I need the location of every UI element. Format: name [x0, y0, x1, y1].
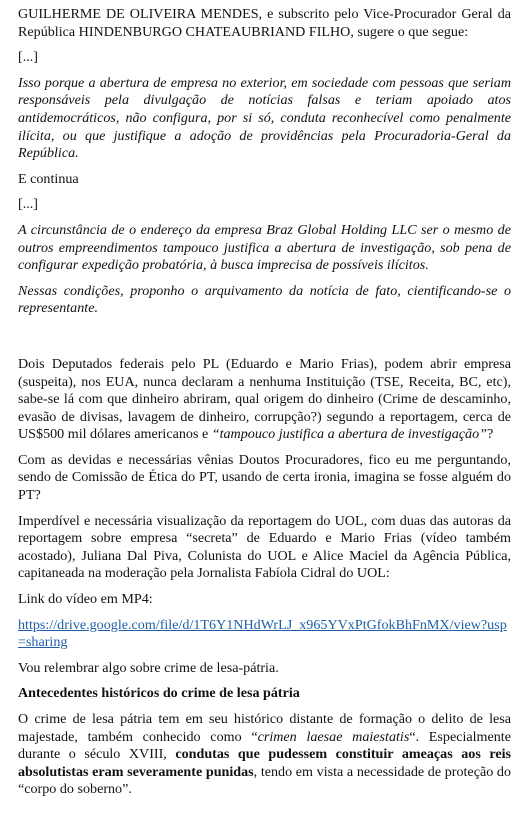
quote-paragraph-2: A circunstância de o endereço da empresa Braz Global Holding LLC ser o mesmo de outros empreendimentos tampouco justifica a abertura de investigação, sob pena de configurar expedição probatória, à busca imprecisa de possíveis ilícitos. [18, 221, 511, 274]
video-link[interactable]: https://drive.google.com/file/d/1T6Y1NHdWrLJ_x965YVxPtGfokBhFnMX/view?usp=sharing [18, 616, 507, 651]
deputados-quote: “tampouco justifica a abertura de investigação” [211, 426, 487, 443]
video-description: Imperdível e necessária visualização da reportagem do UOL, com duas das autoras da reportagem sobre empresa “secreta” de Eduardo e Mario Frias (vídeo também acostado), Juliana Dal Piva, Colunista do UOL e Alice Maciel da Agência Pública, capitaneada na moderação pela Jornalista Fabíola Cidral do UOL: [18, 512, 511, 582]
link-label: Link do vídeo em MP4: [18, 591, 153, 608]
ellipsis-marker: [...] [18, 49, 38, 66]
section-heading: Antecedentes históricos do crime de lesa pátria [18, 685, 300, 702]
continua-text: E continua [18, 170, 79, 187]
lesa-bold-text: condutas que pudessem constituir ameaças aos reis absolutistas eram severamente punidas [18, 746, 511, 780]
deputados-text: Dois Deputados federais pelo PL (Eduardo e Mario Frias), podem abrir empresa (suspeita), nos EUA, nunca declaram a nenhuma Instituição (TSE, Receita, BC, etc), sabe-se lá com que dinheiro abriram, qual origem do dinheiro (Crime de descaminho, evasão de divisas, lavagem de dinheiro, corrupção?) segundo a reportagem, cerca de US$500 mil dólares americanos e [18, 355, 511, 443]
deputados-paragraph [18, 356, 511, 444]
lesa-a: O crime de lesa pátria tem em seu histórico distante de formação o delito de lesa majestade, também conhecido como “ [18, 711, 511, 745]
spacer [18, 326, 511, 356]
link-paragraph [18, 617, 511, 652]
lesa-c: “. Especialmente durante o século XVIII, [18, 728, 511, 763]
lesa-patria-paragraph [18, 711, 511, 799]
ellipsis-marker: [...] [18, 196, 38, 213]
quote-paragraph-1: Isso porque a abertura de empresa no exterior, em sociedade com pessoas que seriam responsáveis pela divulgação de notícias falsas e teriam apoiado atos antidemocráticos, não configura, por si só, conduta reconhecível como penalmente ilícita, ou que justifique a adoção de providências pela Procuradoria-Geral da República. [18, 74, 511, 162]
venias-paragraph: Com as devidas e necessárias vênias Doutos Procuradores, fico eu me perguntando, sendo de Comissão de Ética do PT, usando de certa ironia, imagina se fosse alguém do PT? [18, 451, 511, 504]
lesa-latin-term: crimen laesae maiestatis [257, 728, 410, 745]
intro-paragraph: GUILHERME DE OLIVEIRA MENDES, e subscrito pelo Vice-Procurador Geral da República HINDENBURGO CHATEAUBRIAND FILHO, sugere o que segue: [18, 6, 511, 40]
quote-paragraph-3: Nessas condições, proponho o arquivamento da notícia de fato, cientificando-se o representante. [18, 282, 511, 317]
relembrar-text: Vou relembrar algo sobre crime de lesa-pátria. [18, 659, 279, 676]
lesa-e: , tendo em vista a necessidade de proteção do “corpo do soberno”. [18, 763, 511, 798]
deputados-end: ? [486, 426, 494, 443]
